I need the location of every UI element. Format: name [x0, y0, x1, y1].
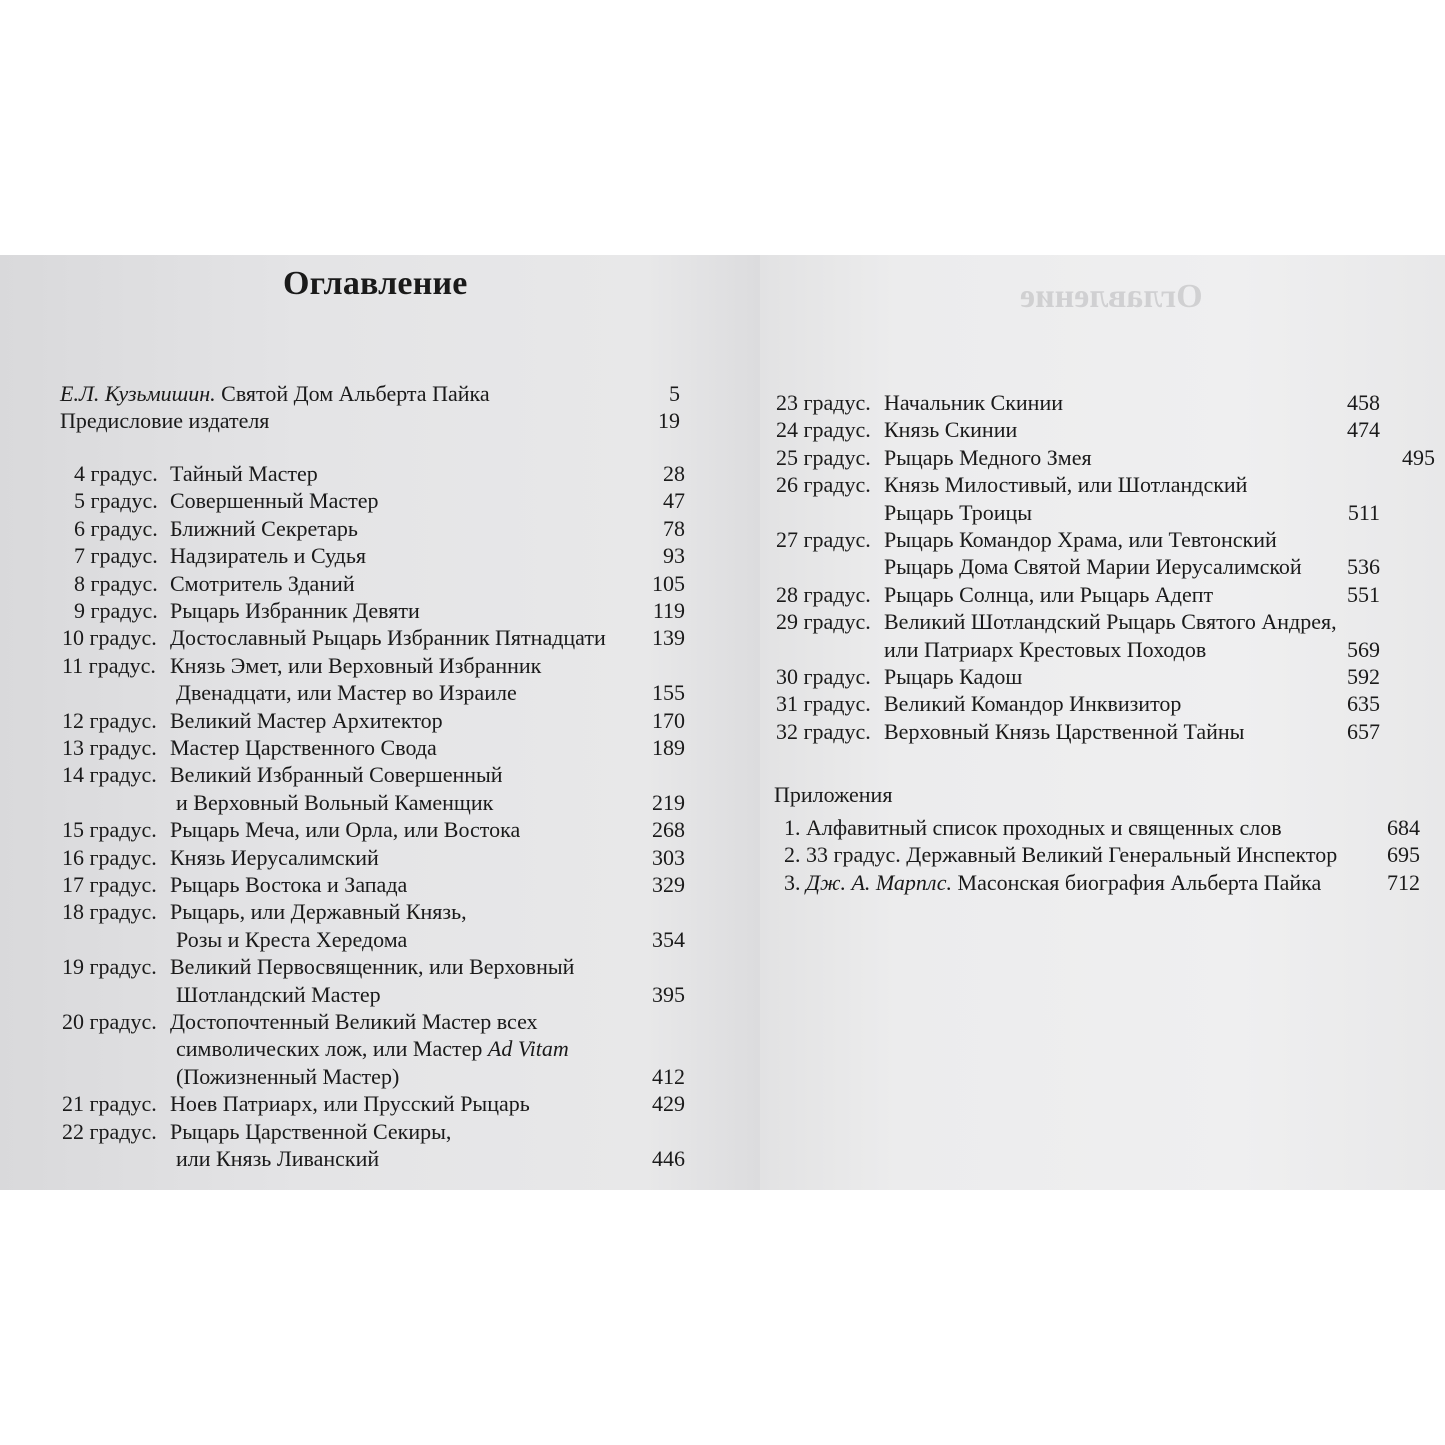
- toc-entry-title: Великий Мастер Архитектор: [170, 707, 443, 733]
- toc-degree: 7 градус.: [74, 543, 158, 569]
- toc-entry-italic: Ad Vitam: [487, 1036, 569, 1062]
- toc-page-number: 474: [1347, 417, 1380, 443]
- toc-page-number: 354: [652, 926, 685, 952]
- toc-page-number: 47: [663, 488, 685, 514]
- toc-entry-title: Рыцарь Востока и Запада: [170, 872, 408, 897]
- toc-degree: 29 градус.: [776, 609, 871, 635]
- toc-entry-title: Тайный Мастер: [170, 461, 318, 486]
- toc-entry-title: Великий Избранный Совершенный: [170, 762, 503, 788]
- toc-page-number: 303: [652, 844, 685, 870]
- toc-degree: 10 градус.: [62, 625, 157, 651]
- toc-degree: 26 градус.: [776, 472, 871, 498]
- toc-degree: 18 градус.: [62, 899, 157, 925]
- toc-page-number: 78: [663, 515, 685, 541]
- toc-entry-title: Начальник Скинии: [884, 390, 1063, 415]
- toc-page-number: 219: [652, 789, 685, 815]
- toc-page-number: 569: [1347, 636, 1380, 662]
- toc-entry-title: Ближний Секретарь: [170, 515, 358, 541]
- toc-page-number: 5: [669, 381, 680, 406]
- toc-page-number: 458: [1347, 390, 1380, 415]
- toc-page-number: 189: [652, 735, 685, 760]
- toc-page-number: 712: [1387, 869, 1420, 895]
- toc-entry-title: Мастер Царственного Свода: [170, 735, 437, 760]
- toc-page-number: 657: [1347, 718, 1380, 744]
- toc-entry-title: Рыцарь Солнца, или Рыцарь Адепт: [884, 581, 1214, 607]
- toc-entry-title: или Князь Ливанский: [176, 1146, 380, 1171]
- toc-page-number: 495: [1402, 444, 1435, 470]
- toc-entry-title: Двенадцати, или Мастер во Израиле: [176, 680, 517, 706]
- toc-entry-title: Князь Иерусалимский: [170, 844, 379, 870]
- toc-degree: 4 градус.: [74, 461, 158, 486]
- toc-entry-title: Князь Эмет, или Верховный Избранник: [170, 652, 542, 678]
- toc-degree: 22 градус.: [62, 1118, 157, 1144]
- toc-degree: 15 градус.: [62, 817, 157, 843]
- toc-degree: 20 градус.: [62, 1009, 157, 1034]
- toc-entry-intro-1: Е.Л. Кузьмишин. Святой Дом Альберта Пайка: [60, 381, 490, 406]
- appendix-heading: Приложения: [774, 782, 893, 807]
- toc-page-number: 170: [652, 707, 685, 733]
- toc-degree: 31 градус.: [776, 691, 871, 717]
- toc-entry-title: Рыцарь, или Державный Князь,: [170, 899, 467, 925]
- toc-entry-title: символических лож, или Мастер Ad Vitam: [176, 1036, 569, 1062]
- toc-entry-title: Князь Милостивый, или Шотландский: [884, 472, 1248, 498]
- toc-entry-title: Надзиратель и Судья: [170, 543, 367, 569]
- toc-entry-title: Достославный Рыцарь Избранник Пятнадцати: [170, 625, 606, 651]
- toc-entry-title: Совершенный Мастер: [170, 488, 379, 514]
- toc-page-number: 93: [663, 543, 685, 569]
- toc-entry-title: Рыцарь Царственной Секиры,: [170, 1118, 452, 1144]
- toc-page-number: 268: [652, 817, 685, 843]
- toc-entry-title: Великий Первосвященник, или Верховный: [170, 954, 575, 980]
- toc-page-number: 119: [652, 598, 685, 623]
- toc-page-number: 635: [1347, 691, 1380, 717]
- bleed-through-text: Оглавление: [1020, 278, 1203, 315]
- toc-entry-title: Розы и Креста Хередома: [176, 926, 408, 952]
- toc-degree: 11 градус.: [62, 652, 156, 678]
- toc-degree: 28 градус.: [776, 581, 871, 607]
- toc-page-number: 429: [652, 1091, 685, 1117]
- toc-entry-title: Достопочтенный Великий Мастер всех: [170, 1009, 538, 1034]
- toc-degree: 8 градус.: [74, 570, 158, 596]
- toc-degree: 14 градус.: [62, 762, 157, 788]
- toc-entry-title: Рыцарь Дома Святой Марии Иерусалимской: [884, 554, 1302, 580]
- toc-entry-title: Рыцарь Медного Змея: [884, 444, 1092, 470]
- toc-degree: 21 градус.: [62, 1091, 157, 1117]
- toc-page-number: 412: [652, 1063, 685, 1089]
- toc-degree: 32 градус.: [776, 718, 871, 744]
- toc-degree: 5 градус.: [74, 488, 158, 514]
- appendix-item: 3. Дж. А. Марплс. Масонская биография Альберта Пайка: [784, 869, 1322, 895]
- toc-degree: 12 градус.: [62, 707, 157, 733]
- toc-page-number: 551: [1347, 581, 1380, 607]
- toc-entry-title: Великий Шотландский Рыцарь Святого Андрея,: [884, 609, 1337, 635]
- toc-entry-title: Рыцарь Меча, или Орла, или Востока: [170, 817, 521, 843]
- page-title: Оглавление: [283, 265, 468, 302]
- toc-page-number: 695: [1387, 842, 1420, 868]
- toc-entry-title: (Пожизненный Мастер): [176, 1063, 400, 1089]
- toc-entry-title: Великий Командор Инквизитор: [884, 691, 1182, 717]
- toc-page-number: 105: [652, 570, 685, 596]
- toc-entry-intro-2: Предисловие издателя: [60, 408, 270, 433]
- toc-page-number: 395: [652, 981, 685, 1007]
- toc-entry-title: и Верховный Вольный Каменщик: [176, 789, 494, 815]
- toc-page-number: 684: [1387, 815, 1420, 840]
- toc-degree: 27 градус.: [776, 527, 871, 552]
- toc-degree: 30 градус.: [776, 664, 871, 689]
- toc-entry-title: Ноев Патриарх, или Прусский Рыцарь: [170, 1091, 530, 1117]
- toc-page-number: 155: [652, 680, 685, 706]
- toc-degree: 9 градус.: [74, 598, 158, 623]
- toc-degree: 19 градус.: [62, 954, 157, 980]
- toc-page-number: 139: [652, 625, 685, 651]
- toc-page-number: 19: [658, 408, 680, 433]
- toc-entry-title: Рыцарь Избранник Девяти: [170, 598, 420, 623]
- toc-page-number: 28: [663, 461, 685, 486]
- right-page: [760, 255, 1445, 1190]
- toc-degree: 6 градус.: [74, 515, 158, 541]
- toc-entry-title: Рыцарь Кадош: [884, 664, 1023, 689]
- toc-degree: 24 градус.: [776, 417, 871, 443]
- toc-page-number: 446: [652, 1146, 685, 1171]
- toc-page-number: 511: [1347, 499, 1380, 525]
- toc-degree: 25 градус.: [776, 444, 871, 470]
- toc-entry-title: Рыцарь Троицы: [884, 499, 1033, 525]
- toc-degree: 17 градус.: [62, 872, 157, 897]
- toc-entry-title: Шотландский Мастер: [176, 981, 381, 1007]
- appendix-item: 2. 33 градус. Державный Великий Генеральный Инспектор: [784, 842, 1338, 868]
- toc-entry-title: Князь Скинии: [884, 417, 1018, 443]
- toc-entry-title: Смотритель Зданий: [170, 570, 355, 596]
- left-page: [0, 255, 760, 1190]
- toc-page-number: 592: [1347, 664, 1380, 689]
- book-spread: [0, 255, 1445, 1190]
- appendix-item: 1. Алфавитный список проходных и священных слов: [784, 815, 1282, 840]
- toc-entry-title: или Патриарх Крестовых Походов: [884, 636, 1207, 662]
- toc-entry-title: Верховный Князь Царственной Тайны: [884, 718, 1245, 744]
- toc-degree: 23 градус.: [776, 390, 871, 415]
- toc-entry-title: Рыцарь Командор Храма, или Тевтонский: [884, 527, 1277, 552]
- toc-page-number: 536: [1347, 554, 1380, 580]
- toc-degree: 16 градус.: [62, 844, 157, 870]
- toc-degree: 13 градус.: [62, 735, 157, 760]
- toc-page-number: 329: [652, 872, 685, 897]
